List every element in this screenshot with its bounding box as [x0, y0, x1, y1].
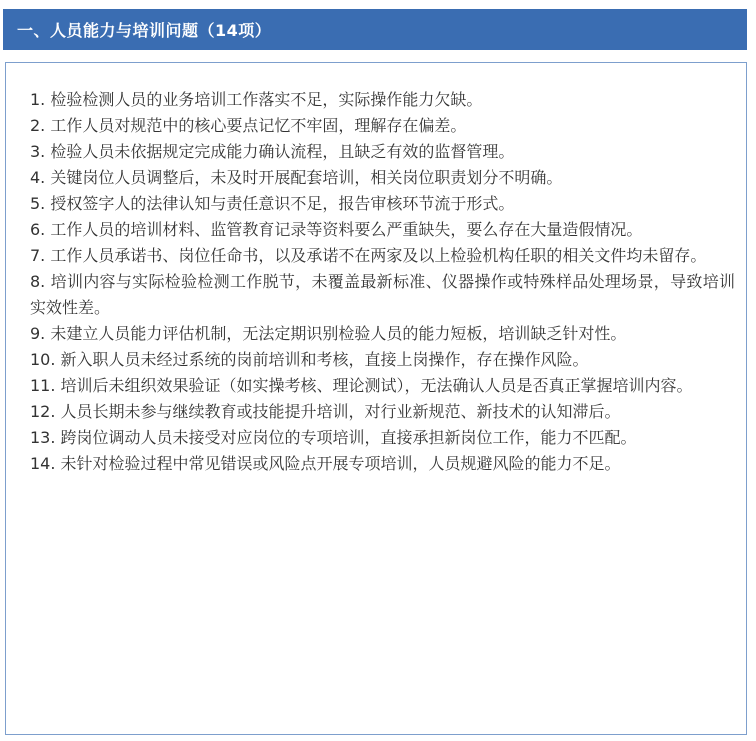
list-item: 3. 检验人员未依据规定完成能力确认流程，且缺乏有效的监督管理。 — [30, 142, 515, 161]
list-item: 8. 培训内容与实际检验检测工作脱节，未覆盖最新标准、仪器操作或特殊样品处理场景，导致培训实效性差。 — [30, 272, 735, 317]
section-header — [3, 9, 747, 50]
section-title: 一、人员能力与培训问题（14项） — [17, 21, 272, 40]
list-item: 9. 未建立人员能力评估机制，无法定期识别检验人员的能力短板，培训缺乏针对性。 — [30, 324, 627, 343]
list-item: 14. 未针对检验过程中常见错误或风险点开展专项培训，人员规避风险的能力不足。 — [30, 454, 621, 473]
list-item: 1. 检验检测人员的业务培训工作落实不足，实际操作能力欠缺。 — [30, 90, 483, 109]
list-item: 13. 跨岗位调动人员未接受对应岗位的专项培训，直接承担新岗位工作，能力不匹配。 — [30, 428, 637, 447]
issues-panel — [5, 62, 747, 735]
list-item: 10. 新入职人员未经过系统的岗前培训和考核，直接上岗操作，存在操作风险。 — [30, 350, 589, 369]
list-item: 4. 关键岗位人员调整后，未及时开展配套培训，相关岗位职责划分不明确。 — [30, 168, 563, 187]
list-item: 2. 工作人员对规范中的核心要点记忆不牢固，理解存在偏差。 — [30, 116, 467, 135]
list-item: 6. 工作人员的培训材料、监管教育记录等资料要么严重缺失，要么存在大量造假情况。 — [30, 220, 643, 239]
list-item: 12. 人员长期未参与继续教育或技能提升培训，对行业新规范、新技术的认知滞后。 — [30, 402, 621, 421]
list-item: 7. 工作人员承诺书、岗位任命书，以及承诺不在两家及以上检验机构任职的相关文件均未留存。 — [30, 246, 707, 265]
issues-list — [30, 87, 735, 477]
list-item: 5. 授权签字人的法律认知与责任意识不足，报告审核环节流于形式。 — [30, 194, 515, 213]
list-item: 11. 培训后未组织效果验证（如实操考核、理论测试），无法确认人员是否真正掌握培训内容。 — [30, 376, 693, 395]
